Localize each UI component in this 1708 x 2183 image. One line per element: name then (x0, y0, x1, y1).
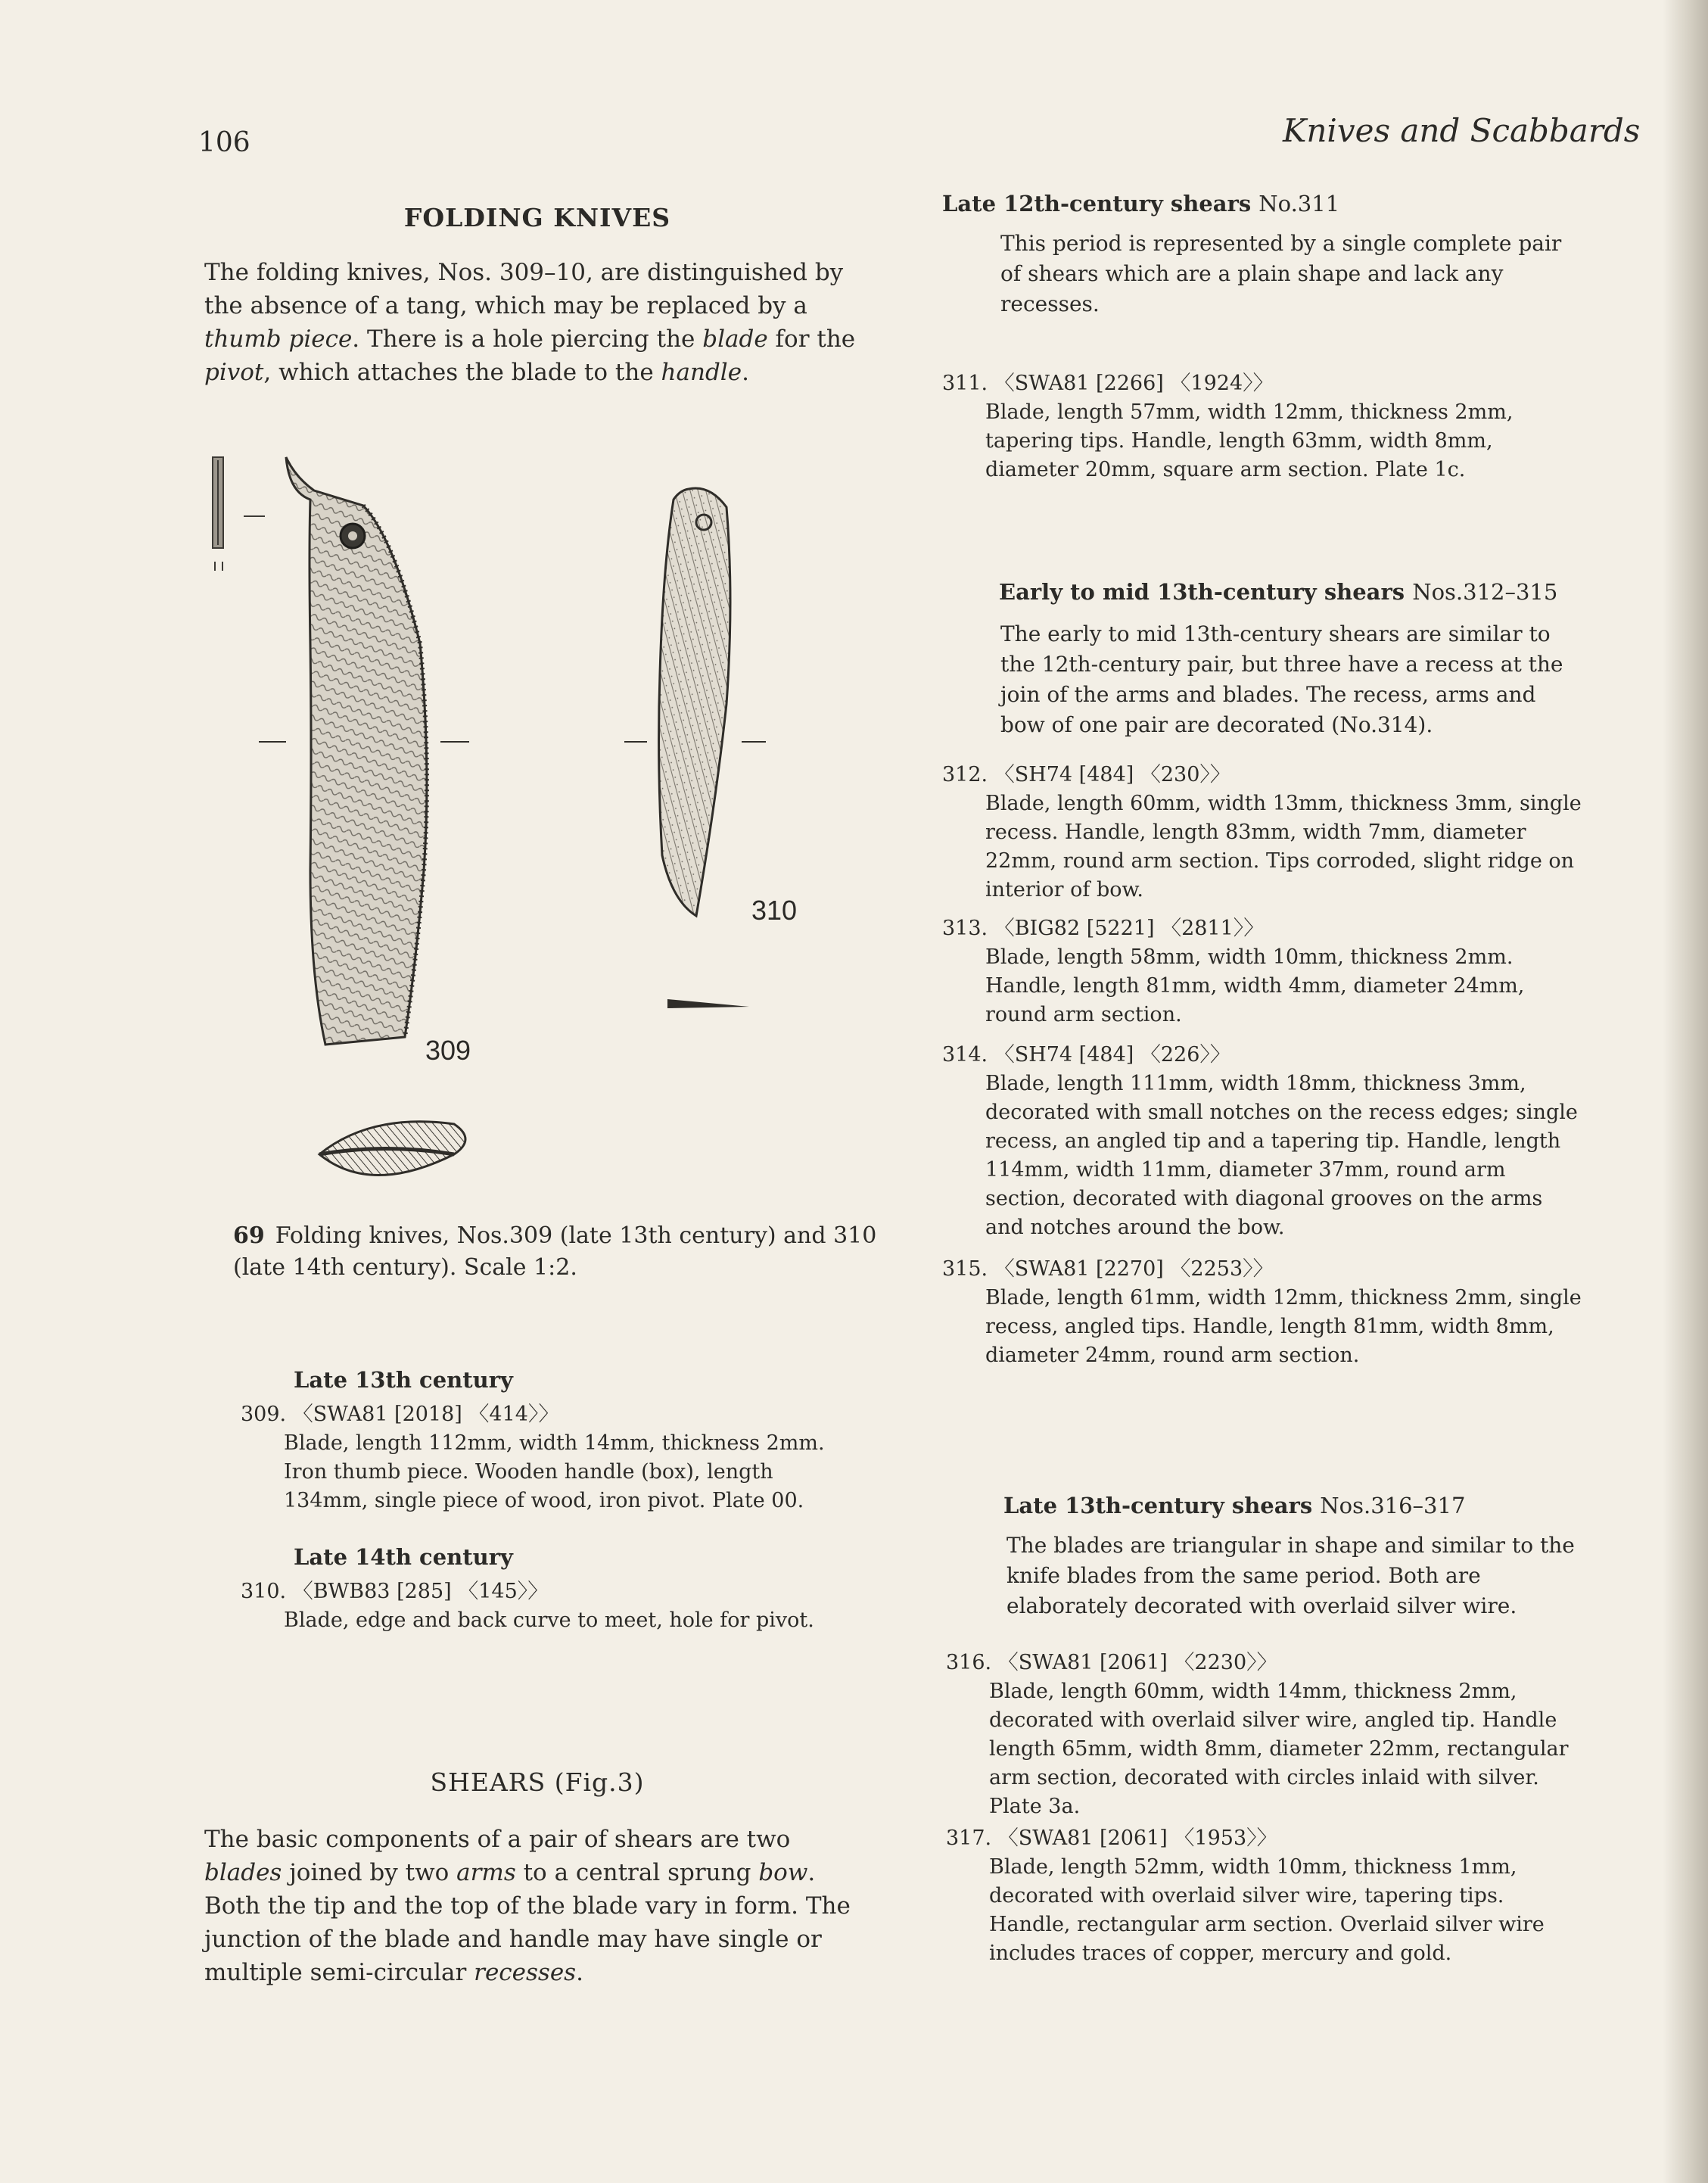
entry-ref: 315. 〈SWA81 [2270] 〈2253〉〉 (942, 1257, 1274, 1281)
entry-310 (241, 1577, 846, 1635)
group-text-late-13th-shears: The blades are triangular in shape and similar to the knife blades from the same period. Both are elaborately decorated with overlaid silver wire. (1006, 1533, 1575, 1618)
shears-intro-run: arms (456, 1859, 516, 1886)
folding-knives-heading: FOLDING KNIVES (403, 203, 671, 232)
group-nos: Nos.316–317 (1320, 1493, 1466, 1518)
group-title: Early to mid 13th-century shears (999, 579, 1405, 605)
knife-310-drawing (624, 488, 766, 1008)
knife-309-section (319, 1122, 465, 1176)
entry-315 (942, 1255, 1585, 1370)
entry-desc: Blade, length 60mm, width 14mm, thickness 2mm, decorated with overlaid silver wire, angled tip. Handle length 65mm, width 8mm, diameter 22mm, rectangular arm section, decorated with circles inlaid with silver. Plate 3a. (989, 1680, 1569, 1818)
entry-ref: 316. 〈SWA81 [2061] 〈2230〉〉 (946, 1651, 1277, 1674)
entry-314 (942, 1041, 1585, 1242)
entry-ref: 317. 〈SWA81 [2061] 〈1953〉〉 (946, 1826, 1277, 1850)
figure-folding-knives (204, 447, 855, 1226)
folding-intro-run: . There is a hole piercing the (352, 325, 703, 353)
folding-intro-run: pivot (204, 359, 264, 386)
entry-309 (241, 1400, 846, 1515)
shears-heading: SHEARS (Fig.3) (430, 1767, 645, 1797)
group-text-late-12th: This period is represented by a single complete pair of shears which are a plain shape and lack any recesses. (1000, 231, 1562, 316)
entry-ref: 314. 〈SH74 [484] 〈226〉〉 (942, 1043, 1230, 1067)
shears-intro-run: The basic components of a pair of shears are two (204, 1826, 791, 1853)
group-heading-late-14th: Late 14th century (294, 1544, 513, 1570)
entry-ref: 311. 〈SWA81 [2266] 〈1924〉〉 (942, 372, 1274, 395)
shears-intro (204, 1823, 863, 1989)
shears-intro-run: recesses (474, 1959, 577, 1986)
entry-313 (942, 914, 1585, 1029)
folding-intro-run: for the (767, 325, 856, 353)
entry-desc: Blade, length 111mm, width 18mm, thickness 3mm, decorated with small notches on the recess edges; single recess, an angled tip and a tapering tip. Handle, length 114mm, width 11mm, diameter 37mm, round arm section, decorated with diagonal grooves on the arms and notches around the bow. (985, 1072, 1578, 1239)
shears-intro-run: blades (204, 1859, 282, 1886)
entry-ref: 309. 〈SWA81 [2018] 〈414〉〉 (241, 1403, 559, 1426)
entry-ref: 313. 〈BIG82 [5221] 〈2811〉〉 (942, 917, 1265, 940)
group-heading-late-13th-shears (1003, 1493, 1647, 1518)
label-310: 310 (751, 895, 798, 926)
folding-intro-run: blade (702, 325, 768, 353)
figure-caption-text: Folding knives, Nos.309 (late 13th century) and 310 (late 14th century). Scale 1:2. (233, 1222, 877, 1281)
group-nos: Nos.312–315 (1412, 579, 1558, 605)
entry-312 (942, 761, 1585, 905)
running-head: Knives and Scabbards (1283, 112, 1641, 149)
shears-intro-run: to a central sprung (515, 1859, 759, 1886)
entry-desc: Blade, length 61mm, width 12mm, thickness 2mm, single recess, angled tips. Handle, length 81mm, width 8mm, diameter 24mm, round arm section. (985, 1286, 1582, 1367)
group-nos: No.311 (1258, 191, 1340, 216)
entry-desc: Blade, length 60mm, width 13mm, thickness 3mm, single recess. Handle, length 83mm, width 7mm, diameter 22mm, round arm section. Tips corroded, slight ridge on interior of bow. (985, 792, 1582, 902)
page-edge-shadow (1663, 0, 1708, 2183)
folding-intro-run: . (742, 359, 749, 386)
knives-drawing (204, 447, 855, 1226)
group-heading-late-13th: Late 13th century (294, 1367, 513, 1393)
figure-number: 69 (233, 1222, 265, 1249)
group-title: Late 12th-century shears (942, 191, 1252, 216)
folding-intro-run: handle (661, 359, 742, 386)
entry-desc: Blade, length 58mm, width 10mm, thickness 2mm. Handle, length 81mm, width 4mm, diameter 24mm, round arm section. (985, 945, 1525, 1026)
knife-309-drawing (259, 457, 469, 1045)
group-heading-late-12th-shears (942, 191, 1585, 216)
entry-ref: 312. 〈SH74 [484] 〈230〉〉 (942, 763, 1230, 786)
entry-desc: Blade, length 112mm, width 14mm, thickness 2mm. Iron thumb piece. Wooden handle (box), length 134mm, single piece of wood, iron pivot. Plate 00. (284, 1431, 825, 1512)
entry-311 (942, 369, 1585, 484)
entry-desc: Blade, length 57mm, width 12mm, thickness 2mm, tapering tips. Handle, length 63mm, width 8mm, diameter 20mm, square arm section. Plate 1c. (985, 400, 1514, 481)
knife-309-side-profile (213, 457, 265, 571)
shears-intro-run: . Both the tip and the top of the blade vary in form. The junction of the blade and handle may have single or multiple semi-circular (204, 1859, 851, 1986)
entry-desc: Blade, length 52mm, width 10mm, thickness 1mm, decorated with overlaid silver wire, tapering tips. Handle, rectangular arm section. Overlaid silver wire includes traces of copper, mercury and gold. (989, 1855, 1545, 1965)
folding-intro-run: , which attaches the blade to the (263, 359, 661, 386)
shears-intro-run: bow (758, 1859, 808, 1886)
knife-310-section (667, 999, 749, 1008)
folding-knives-intro (204, 256, 870, 389)
shears-intro-run: . (576, 1959, 583, 1986)
entry-ref: 310. 〈BWB83 [285] 〈145〉〉 (241, 1580, 549, 1603)
folding-intro-run: thumb piece (204, 325, 353, 353)
figure-caption (233, 1220, 884, 1284)
entry-317 (946, 1824, 1589, 1968)
group-heading-early-mid-13th-shears (999, 579, 1642, 605)
entry-desc: Blade, edge and back curve to meet, hole for pivot. (284, 1608, 814, 1632)
group-title: Late 13th-century shears (1003, 1493, 1313, 1518)
shears-intro-run: joined by two (282, 1859, 457, 1886)
folding-intro-run: The folding knives, Nos. 309–10, are distinguished by the absence of a tang, which may be replaced by a (204, 259, 844, 319)
entry-316 (946, 1649, 1589, 1821)
group-text-early-mid-13th: The early to mid 13th-century shears are similar to the 12th-century pair, but three have a recess at the join of the arms and blades. The recess, arms and bow of one pair are decorated (No.314). (1000, 621, 1563, 737)
label-309: 309 (425, 1035, 471, 1066)
page-number: 106 (198, 127, 250, 158)
